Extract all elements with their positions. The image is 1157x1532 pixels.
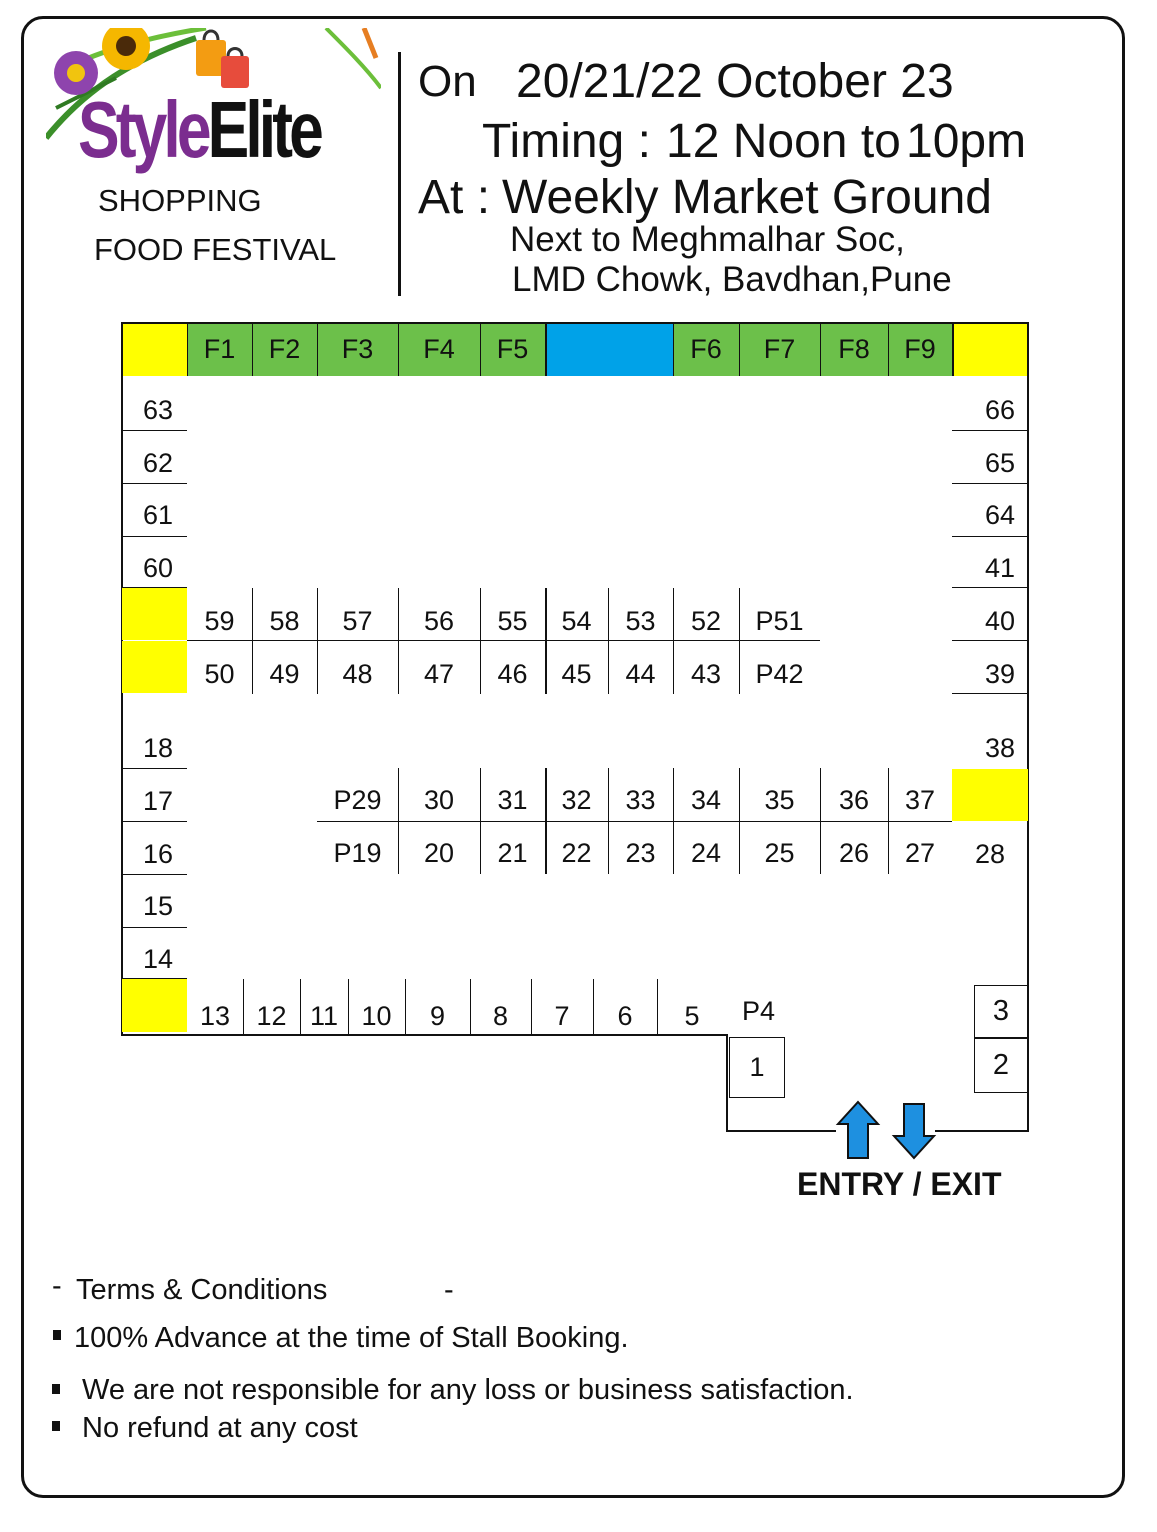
right-stall-label: 41 [985,553,1016,583]
upper-col-divider [739,588,740,694]
stall-lower-a: 35 [764,784,795,815]
right-stall-label: 40 [985,606,1016,636]
terms-item-1: 100% Advance at the time of Stall Booking. [74,1322,629,1354]
entry-stall: 1 [729,1037,785,1098]
stall-lower-a: 32 [561,784,592,815]
stall-bottom: 11 [309,1000,339,1031]
left-stall-divider [122,768,187,769]
map-top-border [122,322,1028,324]
stall-lower-b: 20 [423,837,455,868]
stall-upper-a: 54 [561,605,592,636]
terms-dash-trailing: - [444,1274,454,1306]
food-stall: F8 [820,323,888,376]
lower-col-divider [739,768,740,874]
stall-lower-b: 22 [561,837,592,868]
left-stall-label: 62 [143,448,174,478]
lower-col-divider [820,768,821,874]
stall-lower-a: 33 [625,784,656,815]
right-stall-3: 3 [974,985,1028,1038]
lower-col-divider [480,768,481,874]
left-stall-label: 61 [143,500,174,530]
entry-exit-arrows-icon [830,1100,940,1162]
stall-lower-a: 37 [904,784,936,815]
lower-col-divider [673,768,674,874]
header-divider [398,52,401,296]
stall-bottom: 10 [361,1000,392,1031]
at-label: At : [418,171,491,224]
upper-col-divider [673,588,674,694]
bottom-col-divider [348,979,349,1035]
food-divider [187,323,188,376]
logo-subtitle-shopping: SHOPPING [98,183,262,218]
stall-upper-b: 48 [342,658,373,689]
stall-lower-b: 25 [764,837,795,868]
yellow-left-block [122,979,187,1032]
right-stall-divider [952,430,1028,431]
stall-upper-a: 56 [423,605,455,636]
left-stall-label: 60 [143,553,174,583]
left-stall-divider [122,430,187,431]
right-stall-label: 65 [985,448,1016,478]
yellow-left-block [122,588,187,640]
right-stall-divider [952,693,1028,694]
bottom-col-divider [243,979,244,1035]
right-stall-label: 64 [985,500,1016,530]
stall-bottom: 6 [617,1000,633,1031]
upper-col-divider [480,588,481,694]
stall-lower-a: 31 [497,784,528,815]
stall-upper-a: 53 [625,605,656,636]
entry-wall-bottom [726,1130,836,1132]
on-label: On [418,57,477,106]
stall-upper-b: 43 [690,658,722,689]
brand-name [78,85,320,174]
timing-end: 10pm [906,115,1027,168]
venue: Weekly Market Ground [502,171,992,224]
brand-part-elite: Elite [207,85,320,174]
left-stall-label: 16 [143,839,174,869]
upper-col-divider [317,588,318,694]
entry-wall-left [726,1034,728,1132]
upper-col-divider [398,588,399,694]
lower-col-divider [888,768,889,874]
stall-lower-b: 26 [838,837,870,868]
food-stall: F1 [187,323,252,376]
map-bottom-border [122,1034,727,1036]
entry-wall-bottom-right [935,1130,1028,1132]
stall-upper-b: 50 [204,658,235,689]
lower-row-divider [317,821,952,822]
food-divider [673,323,674,376]
stall-bottom: 9 [429,1000,446,1031]
bullet-icon [53,1330,61,1340]
right-stall-label: 28 [975,839,1006,869]
reserved-blue-block [545,323,673,376]
stall-upper-a: 52 [690,605,722,636]
food-divider [888,323,889,376]
stall-lower-a: 36 [838,784,870,815]
corner-yellow-top-right [952,323,1028,376]
upper-col-divider [545,588,547,694]
stall-lower-b: 24 [690,837,722,868]
food-divider [252,323,253,376]
address-line1: Next to Meghmalhar Soc, [510,220,905,259]
food-stall: F2 [252,323,317,376]
right-stall-divider [952,640,1028,641]
left-stall-divider [122,536,187,537]
left-stall-label: 14 [143,944,174,974]
stall-bottom: 5 [684,1000,700,1031]
logo [46,28,381,298]
right-stall-label: 66 [985,395,1016,425]
food-divider [952,323,954,376]
right-stall-label: 39 [985,659,1016,689]
terms-item-2: We are not responsible for any loss or business satisfaction. [82,1374,854,1406]
brand-part-style: Style [78,85,208,174]
stall-upper-a: 57 [342,605,373,636]
terms-dash: - [52,1270,62,1302]
bottom-col-divider [657,979,658,1035]
food-stall: F4 [398,323,480,376]
stall-upper-b: P42 [755,658,804,689]
stall-lower-b: 21 [497,837,528,868]
stall-upper-a: 55 [497,605,528,636]
bottom-col-divider [405,979,406,1035]
bullet-icon [52,1421,60,1431]
stall-bottom: 7 [554,1000,570,1031]
left-stall-divider [122,927,187,928]
stall-bottom: 12 [256,1000,287,1031]
stall-lower-b: P19 [333,837,382,868]
right-stall-label: 38 [985,733,1016,763]
left-stall-label: 15 [143,891,174,921]
food-divider [480,323,481,376]
left-stall-divider [122,874,187,875]
stall-bottom: 13 [199,1000,231,1031]
lower-col-divider [545,768,547,874]
bottom-col-divider [470,979,471,1035]
right-stall-divider [952,483,1028,484]
lower-col-divider [398,768,399,874]
timing-value: 12 Noon to [666,115,901,168]
food-stall: F5 [480,323,545,376]
bottom-col-divider [593,979,594,1035]
stall-upper-b: 44 [625,658,656,689]
left-stall-label: 17 [143,786,174,816]
food-stall: F9 [888,323,952,376]
stall-lower-b: 23 [625,837,656,868]
upper-row-divider [187,640,820,641]
yellow-left-block [122,641,187,693]
timing-label: Timing : [482,115,651,168]
stall-upper-a: 59 [204,605,235,636]
bullet-icon [52,1384,60,1394]
stall-upper-b: 46 [497,658,528,689]
upper-col-divider [252,588,253,694]
corner-yellow-top-left [122,323,187,376]
lower-col-divider [608,768,609,874]
right-stall-divider [952,536,1028,537]
stall-upper-b: 49 [269,658,300,689]
food-stall: F6 [673,323,739,376]
stall-bottom: 8 [492,1000,509,1031]
food-divider [820,323,821,376]
right-stall-divider [952,587,1028,588]
stall-bottom-p4: P4 [742,996,776,1026]
stall-upper-b: 45 [561,658,592,689]
stall-upper-a: P51 [755,605,804,636]
terms-heading: Terms & Conditions [76,1274,328,1306]
stall-lower-a: 30 [423,784,455,815]
event-dates: 20/21/22 October 23 [516,55,954,108]
bottom-col-divider [531,979,532,1035]
stall-lower-b: 27 [904,837,936,868]
left-stall-divider [122,821,187,822]
corner-yellow-right-mid [952,769,1028,821]
terms-item-3: No refund at any cost [82,1412,358,1444]
food-divider [398,323,399,376]
stall-lower-a: P29 [333,784,382,815]
food-stall: F3 [317,323,398,376]
logo-subtitle-food: FOOD FESTIVAL [94,232,337,267]
food-divider [545,323,547,376]
entry-exit-label: ENTRY / EXIT [797,1166,1002,1202]
stall-upper-a: 58 [269,605,300,636]
left-stall-label: 18 [143,733,174,763]
left-stall-divider [122,483,187,484]
food-stall: F7 [739,323,820,376]
food-divider [317,323,318,376]
upper-col-divider [608,588,609,694]
right-stall-2: 2 [974,1038,1028,1093]
stall-upper-b: 47 [423,658,455,689]
address-line2: LMD Chowk, Bavdhan,Pune [512,260,952,299]
bottom-col-divider [300,979,301,1035]
stall-lower-a: 34 [690,784,722,815]
left-stall-label: 63 [143,395,174,425]
food-divider [739,323,740,376]
